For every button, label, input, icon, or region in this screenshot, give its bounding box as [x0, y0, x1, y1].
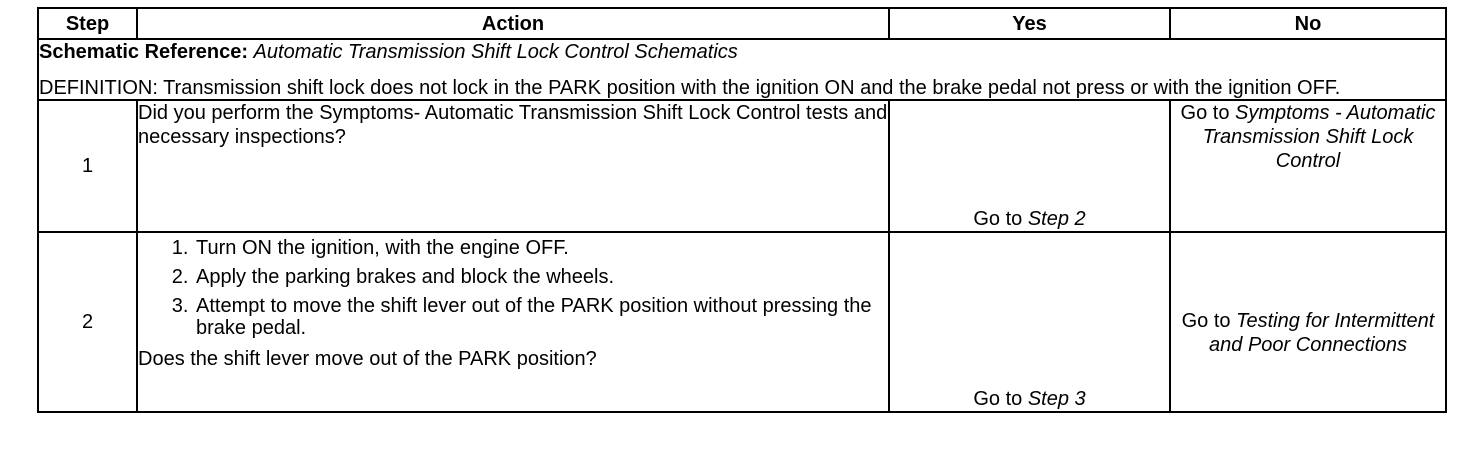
no-link[interactable]: Symptoms - Automatic Transmission Shift Lock Control: [1202, 102, 1436, 172]
header-row: [38, 8, 1446, 39]
yes-link[interactable]: Step 3: [1027, 388, 1086, 410]
yes-cell: [889, 100, 1170, 232]
step-question: Does the shift lever move out of the PARK position?: [138, 348, 597, 370]
step-question: Did you perform the Symptoms- Automatic Transmission Shift Lock Control tests and necessary inspections?: [138, 102, 888, 148]
no-link[interactable]: Testing for Intermittent and Poor Connections: [1209, 310, 1435, 356]
schematic-reference: [39, 40, 1445, 64]
header-action: Action: [137, 8, 889, 39]
table-row: [38, 232, 1446, 412]
schematic-link[interactable]: Automatic Transmission Shift Lock Control Schematics: [253, 41, 738, 63]
yes-link[interactable]: Step 2: [1027, 208, 1086, 230]
header-yes: Yes: [889, 8, 1170, 39]
diagnostic-table: [37, 7, 1447, 413]
list-item: 2. Apply the parking brakes and block the wheels.: [194, 266, 888, 288]
definition-text: DEFINITION: Transmission shift lock does not lock in the PARK position with the ignition ON and the brake pedal not press or with the ignition OFF.: [39, 77, 1341, 99]
no-cell: [1170, 100, 1446, 232]
action-cell: [137, 100, 889, 232]
info-row: [38, 39, 1446, 100]
instruction-list: [138, 237, 888, 339]
schematic-label: Schematic Reference:: [39, 41, 248, 63]
step-number: 1: [38, 100, 137, 232]
action-cell: [137, 232, 889, 412]
header-step: Step: [38, 8, 137, 39]
list-item: 3. Attempt to move the shift lever out of the PARK position without pressing the brake pedal.: [194, 295, 888, 339]
no-prefix: Go to: [1180, 102, 1230, 124]
header-no: No: [1170, 8, 1446, 39]
step-number: 2: [38, 232, 137, 412]
yes-cell: [889, 232, 1170, 412]
no-prefix: Go to: [1181, 310, 1231, 332]
no-cell: [1170, 232, 1446, 412]
yes-prefix: Go to: [973, 388, 1023, 410]
list-item: 1. Turn ON the ignition, with the engine OFF.: [194, 237, 888, 259]
yes-prefix: Go to: [973, 208, 1023, 230]
table-row: [38, 100, 1446, 232]
info-cell: [38, 39, 1446, 100]
